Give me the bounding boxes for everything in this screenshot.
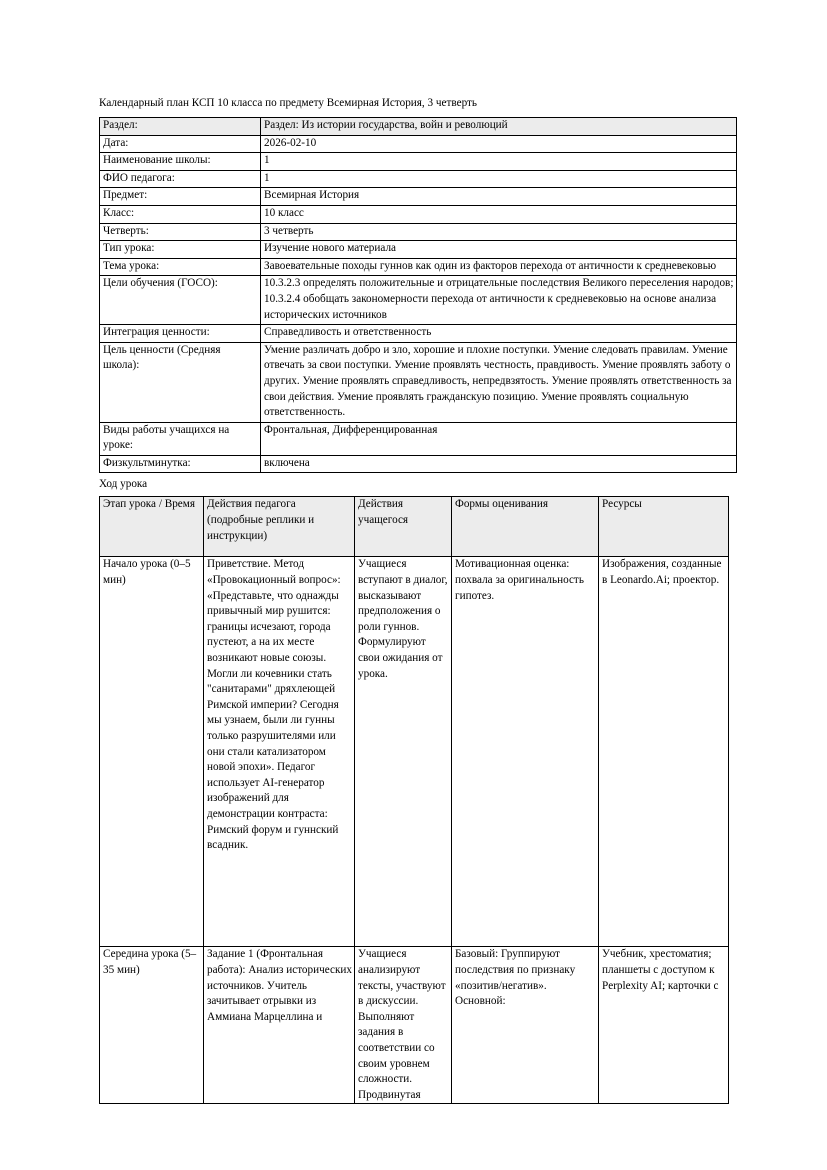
info-row-label: Раздел: <box>100 118 261 136</box>
plan-teacher-cell: Задание 1 (Фронтальная работа): Анализ исторических источников. Учитель зачитывает отрывки из Аммиана Марцеллина и <box>204 947 355 1104</box>
info-row-value: 1 <box>261 153 737 171</box>
plan-teacher-cell: Приветствие. Метод «Провокационный вопрос»: «Представьте, что однажды привычный мир рушится: границы исчезают, города пустеют, а на их месте возникают новые союзы. Могли ли кочевники стать "санитарами" дряхлеющей Римской империи? Сегодня мы узнаем, были ли гунны только разрушителями или они стали катализатором новой эпохи». Педагог использует AI-генератор изображений для демонстрации контраста: Римский форум и гуннский всадник. <box>204 557 355 947</box>
info-row-label: Интеграция ценности: <box>100 325 261 343</box>
info-row-value: Всемирная История <box>261 188 737 206</box>
plan-assessment-cell: Базовый: Группируют последствия по признаку «позитив/негатив». Основной: <box>452 947 599 1104</box>
lesson-info-table <box>99 117 737 473</box>
info-row-label: Виды работы учащихся на уроке: <box>100 422 261 455</box>
info-row-value: 3 четверть <box>261 223 737 241</box>
table-row <box>100 153 737 171</box>
plan-column-header: Этап урока / Время <box>100 497 204 557</box>
info-row-value: Умение различать добро и зло, хорошие и плохие поступки. Умение следовать правилам. Умение отвечать за свои поступки. Умение проявлять честность, правдивость. Умение проявлять заботу о других. Умение проявлять справедливость, непредвзятость. Умение проявлять ответственность за свои действия. Умение проявлять гражданскую позицию. Умение проявлять социальную ответственность. <box>261 342 737 422</box>
info-row-label: Предмет: <box>100 188 261 206</box>
plan-stage-cell: Середина урока (5–35 мин) <box>100 947 204 1104</box>
info-row-label: Наименование школы: <box>100 153 261 171</box>
info-row-label: Тема урока: <box>100 258 261 276</box>
table-header-row <box>100 497 729 557</box>
table-row <box>100 258 737 276</box>
table-row <box>100 135 737 153</box>
lesson-flow-label: Ход урока <box>99 478 148 491</box>
info-row-label: Тип урока: <box>100 241 261 259</box>
info-row-label: Цели обучения (ГОСО): <box>100 276 261 325</box>
info-row-label: Четверть: <box>100 223 261 241</box>
table-row <box>100 947 729 1104</box>
table-row <box>100 557 729 947</box>
info-row-label: Класс: <box>100 205 261 223</box>
info-row-value: включена <box>261 455 737 473</box>
plan-stage-cell: Начало урока (0–5 мин) <box>100 557 204 947</box>
plan-resources-cell: Учебник, хрестоматия; планшеты с доступом к Perplexity AI; карточки с <box>599 947 729 1104</box>
lesson-plan-table <box>99 496 729 1104</box>
info-row-label: ФИО педагога: <box>100 170 261 188</box>
info-row-value: 1 <box>261 170 737 188</box>
info-row-label: Цель ценности (Средняя школа): <box>100 342 261 422</box>
plan-resources-cell: Изображения, созданные в Leonardo.Ai; проектор. <box>599 557 729 947</box>
table-row <box>100 422 737 455</box>
table-row <box>100 342 737 422</box>
table-row <box>100 223 737 241</box>
plan-table-header <box>100 497 729 557</box>
info-row-label: Физкультминутка: <box>100 455 261 473</box>
table-row <box>100 170 737 188</box>
info-row-label: Дата: <box>100 135 261 153</box>
info-row-value: Раздел: Из истории государства, войн и революций <box>261 118 737 136</box>
info-row-value: Справедливость и ответственность <box>261 325 737 343</box>
table-row <box>100 325 737 343</box>
info-row-value: 10.3.2.3 определять положительные и отрицательные последствия Великого переселения народов; 10.3.2.4 обобщать закономерности перехода от античности к средневековью на основе анализа исторических источников <box>261 276 737 325</box>
page-title: Календарный план КСП 10 класса по предмету Всемирная История, 3 четверть <box>99 97 478 109</box>
plan-student-cell: Учащиеся вступают в диалог, высказывают предположения о роли гуннов. Формулируют свои ожидания от урока. <box>355 557 452 947</box>
info-row-value: Фронтальная, Дифференцированная <box>261 422 737 455</box>
table-row <box>100 205 737 223</box>
plan-column-header: Действия учащегося <box>355 497 452 557</box>
table-row <box>100 276 737 325</box>
info-row-value: 10 класс <box>261 205 737 223</box>
plan-assessment-cell: Мотивационная оценка: похвала за оригинальность гипотез. <box>452 557 599 947</box>
info-row-value: 2026-02-10 <box>261 135 737 153</box>
plan-column-header: Формы оценивания <box>452 497 599 557</box>
plan-column-header: Ресурсы <box>599 497 729 557</box>
table-row <box>100 455 737 473</box>
document-page <box>99 96 734 1104</box>
info-row-value: Изучение нового материала <box>261 241 737 259</box>
table-row <box>100 241 737 259</box>
table-row <box>100 188 737 206</box>
plan-student-cell: Учащиеся анализируют тексты, участвуют в дискуссии. Выполняют задания в соответствии со своим уровнем сложности. Продвинутая <box>355 947 452 1104</box>
table-row <box>100 118 737 136</box>
plan-column-header: Действия педагога (подробные реплики и инструкции) <box>204 497 355 557</box>
info-row-value: Завоевательные походы гуннов как один из факторов перехода от античности к средневековью <box>261 258 737 276</box>
